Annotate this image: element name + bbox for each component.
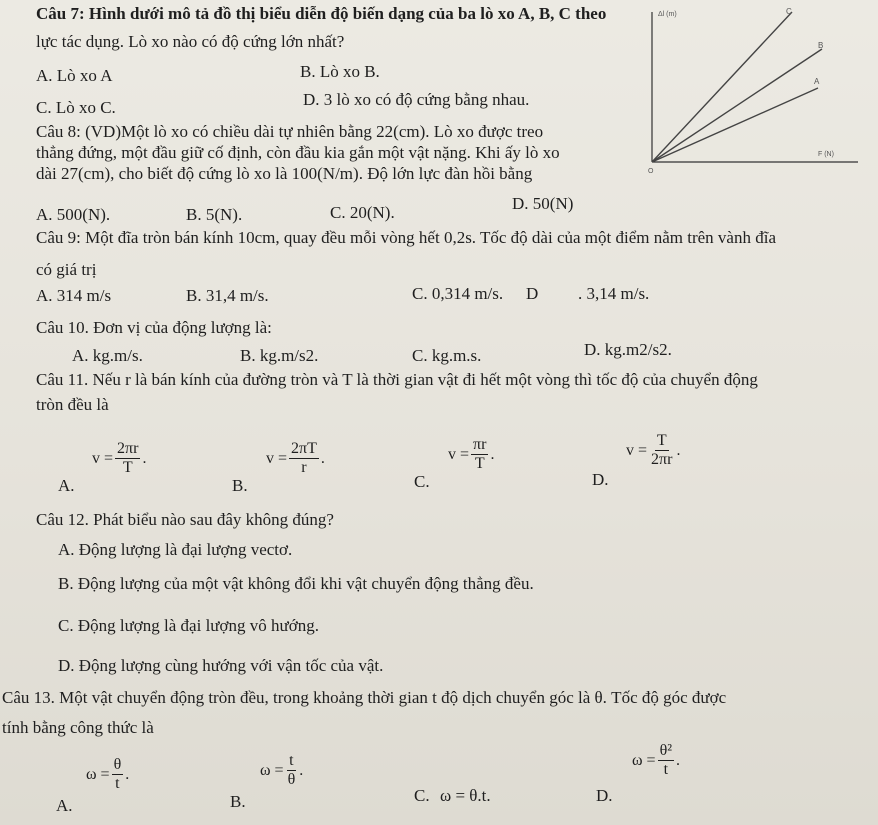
q9-option-d: . 3,14 m/s. bbox=[578, 284, 650, 303]
q12-option-c: C. Động lượng là đại lượng vô hướng. bbox=[58, 616, 319, 635]
q9-line1: Câu 9: Một đĩa tròn bán kính 10cm, quay đều mỗi vòng hết 0,2s. Tốc độ dài của một điểm nằm trên vành đĩa bbox=[36, 228, 776, 247]
q10-option-c: C. kg.m.s. bbox=[412, 346, 482, 365]
q9-option-b: B. 31,4 m/s. bbox=[186, 286, 269, 305]
q12-option-a: A. Động lượng là đại lượng vectơ. bbox=[58, 540, 293, 559]
q13-a-fraction bbox=[112, 756, 124, 793]
q13-b-num: t bbox=[289, 752, 294, 769]
q8-option-c: C. 20(N). bbox=[330, 203, 395, 222]
q9-option-d-letter: D bbox=[526, 284, 539, 303]
q11-b-den: r bbox=[301, 459, 307, 476]
spring-graph bbox=[622, 4, 862, 174]
q11-option-b-formula bbox=[266, 440, 325, 477]
q7-option-a: A. Lò xo A bbox=[36, 66, 113, 85]
q10-option-b: B. kg.m/s2. bbox=[240, 346, 319, 365]
q13-line2: tính bằng công thức là bbox=[2, 718, 154, 737]
q11-line1: Câu 11. Nếu r là bán kính của đường tròn và T là thời gian vật đi hết một vòng thì tốc độ của chuyển động bbox=[36, 370, 758, 389]
q11-b-num: 2πT bbox=[291, 440, 317, 457]
q11-a-lhs: v = bbox=[92, 449, 114, 467]
q11-c-num: πr bbox=[473, 436, 487, 453]
q13-d-lhs: ω = bbox=[632, 751, 656, 769]
graph-line-a bbox=[652, 88, 818, 162]
q13-d-den: t bbox=[663, 761, 669, 778]
q11-a-den: T bbox=[122, 459, 133, 476]
q11-c-end: . bbox=[490, 445, 495, 463]
q13-option-c-expr: ω = θ.t. bbox=[440, 786, 491, 805]
q13-a-den: t bbox=[115, 775, 120, 792]
q12-option-b: B. Động lượng của một vật không đổi khi vật chuyển động thẳng đều. bbox=[58, 574, 534, 593]
q9-option-c: C. 0,314 m/s. bbox=[412, 284, 504, 303]
q11-d-lhs: v = bbox=[626, 441, 648, 459]
q11-c-den: T bbox=[474, 455, 485, 472]
q11-option-c-label: C. bbox=[414, 472, 430, 491]
q11-d-num: T bbox=[656, 432, 667, 449]
q11-d-den: 2πr bbox=[651, 451, 673, 468]
q13-b-fraction bbox=[286, 752, 298, 789]
q11-option-d-formula bbox=[626, 432, 680, 469]
q7-line2: lực tác dụng. Lò xo nào có độ cứng lớn nhất? bbox=[36, 32, 345, 51]
q11-b-fraction bbox=[289, 440, 319, 477]
q9-line2: có giá trị bbox=[36, 260, 97, 279]
q13-b-den: θ bbox=[287, 771, 296, 788]
q10-line1: Câu 10. Đơn vị của động lượng là: bbox=[36, 318, 272, 337]
q8-option-d: D. 50(N) bbox=[512, 194, 574, 213]
graph-label-c: C bbox=[786, 7, 792, 16]
q10-option-d: D. kg.m2/s2. bbox=[584, 340, 672, 359]
q13-a-num: θ bbox=[113, 756, 122, 773]
q7-line1-text: Câu 7: Hình dưới mô tả đồ thị biểu diễn độ biến dạng của ba lò xo A, B, C theo bbox=[36, 4, 607, 23]
q8-line2: thẳng đứng, một đầu giữ cố định, còn đầu kia gắn một vật nặng. Khi ấy lò xo bbox=[36, 143, 560, 162]
q13-option-c-label: C. bbox=[414, 786, 430, 805]
q11-option-b-label: B. bbox=[232, 476, 248, 495]
q10-option-a: A. kg.m/s. bbox=[72, 346, 143, 365]
q13-b-lhs: ω = bbox=[260, 761, 284, 779]
q11-b-lhs: v = bbox=[266, 449, 288, 467]
graph-label-b: B bbox=[818, 41, 824, 50]
q11-a-fraction bbox=[115, 440, 140, 477]
graph-line-b bbox=[652, 49, 822, 162]
q13-b-end: . bbox=[299, 761, 304, 779]
q11-b-end: . bbox=[320, 449, 325, 467]
q13-d-fraction bbox=[658, 742, 674, 779]
q11-c-fraction bbox=[471, 436, 488, 473]
q7-option-b: B. Lò xo B. bbox=[300, 62, 380, 81]
q8-option-b: B. 5(N). bbox=[186, 205, 243, 224]
q11-c-lhs: v = bbox=[448, 445, 470, 463]
q13-option-d-label: D. bbox=[596, 786, 613, 805]
graph-line-c bbox=[652, 12, 792, 162]
q7-option-d: D. 3 lò xo có độ cứng bằng nhau. bbox=[303, 90, 530, 109]
q13-option-b-formula bbox=[260, 752, 303, 789]
q11-option-d-label: D. bbox=[592, 470, 609, 489]
graph-origin: O bbox=[648, 168, 654, 174]
q13-option-a-formula bbox=[86, 756, 129, 793]
q13-d-num: θ² bbox=[659, 742, 673, 759]
q13-line1: Câu 13. Một vật chuyển động tròn đều, trong khoảng thời gian t độ dịch chuyển góc là θ. Tốc độ góc được bbox=[2, 688, 727, 707]
graph-x-label: F (N) bbox=[818, 151, 834, 158]
q11-option-c-formula bbox=[448, 436, 494, 473]
graph-label-a: A bbox=[814, 77, 820, 86]
q13-d-end: . bbox=[676, 751, 681, 769]
q11-a-end: . bbox=[142, 449, 147, 467]
q13-option-b-label: B. bbox=[230, 792, 246, 811]
q11-line2: tròn đều là bbox=[36, 395, 109, 414]
q13-option-a-label: A. bbox=[56, 796, 73, 815]
q11-a-num: 2πr bbox=[117, 440, 139, 457]
q8-option-a: A. 500(N). bbox=[36, 205, 111, 224]
q13-option-d-formula bbox=[632, 742, 680, 779]
q12-line1: Câu 12. Phát biểu nào sau đây không đúng? bbox=[36, 510, 334, 529]
q13-a-lhs: ω = bbox=[86, 765, 110, 783]
q9-option-a: A. 314 m/s bbox=[36, 286, 112, 305]
graph-y-label: Δl (m) bbox=[658, 11, 677, 18]
q8-line3: dài 27(cm), cho biết độ cứng lò xo là 100(N/m). Độ lớn lực đàn hồi bằng bbox=[36, 164, 533, 183]
q12-option-d: D. Động lượng cùng hướng với vận tốc của vật. bbox=[58, 656, 384, 675]
q8-line1: Câu 8: (VD)Một lò xo có chiều dài tự nhiên bằng 22(cm). Lò xo được treo bbox=[36, 122, 544, 141]
q11-d-fraction bbox=[649, 432, 674, 469]
q13-a-end: . bbox=[125, 765, 130, 783]
q11-option-a-label: A. bbox=[58, 476, 75, 495]
q7-option-c: C. Lò xo C. bbox=[36, 98, 116, 117]
q11-option-a-formula bbox=[92, 440, 146, 477]
q7-line1 bbox=[36, 4, 606, 24]
q11-d-end: . bbox=[676, 441, 681, 459]
